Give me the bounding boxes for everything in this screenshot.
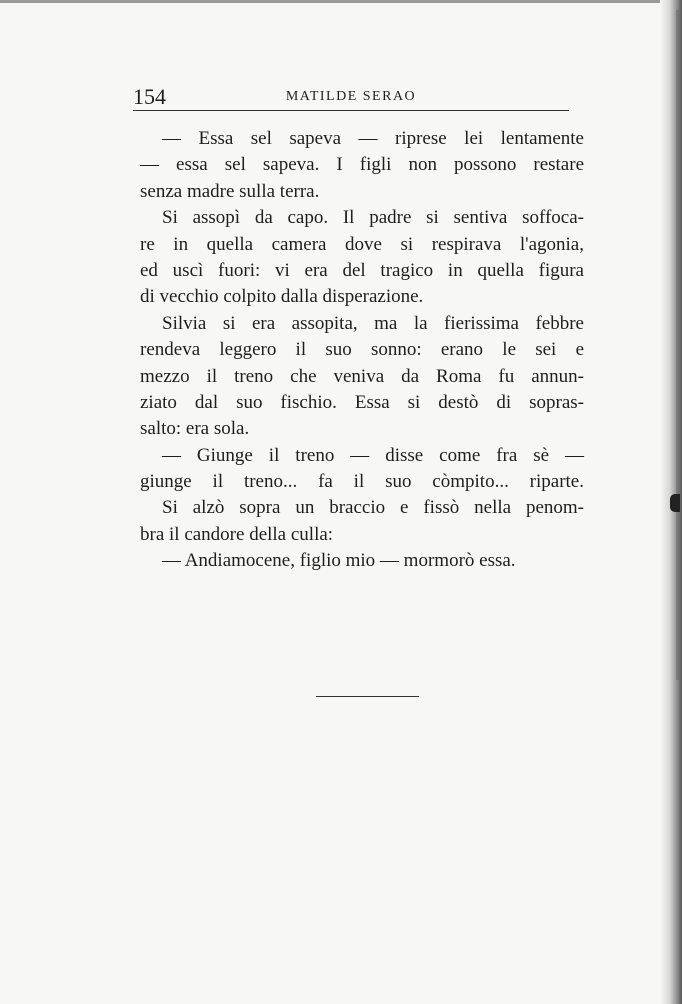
text-line: giunge il treno... fa il suo còmpito... riparte.	[140, 471, 584, 493]
page-header	[133, 84, 569, 111]
text-line: — Andiamocene, figlio mio — mormorò essa.	[162, 550, 516, 572]
text-line: senza madre sulla terra.	[140, 180, 320, 202]
text-line: bra il candore della culla:	[140, 523, 334, 545]
chapter-end-rule	[316, 696, 419, 697]
text-line: rendeva leggero il suo sonno: erano le sei e	[140, 339, 584, 361]
text-line: re in quella camera dove si respirava l'agonia,	[140, 233, 584, 255]
text-line: di vecchio colpito dalla disperazione.	[140, 286, 424, 308]
text-line: ziato dal suo fischio. Essa si destò di sopras-	[140, 391, 584, 413]
text-line: — Giunge il treno — disse come fra sè —	[162, 444, 584, 466]
text-line: salto: era sola.	[140, 418, 250, 440]
text-line: mezzo il treno che veniva da Roma fu annun-	[140, 365, 584, 387]
text-line: ed uscì fuori: vi era del tragico in quella figura	[140, 259, 584, 281]
text-line: Si alzò sopra un braccio e fissò nella penom-	[162, 497, 584, 519]
running-head: MATILDE SERAO	[285, 89, 417, 104]
text-line: Si assopì da capo. Il padre si sentiva soffoca-	[162, 207, 584, 229]
text-line: — essa sel sapeva. I figli non possono restare	[140, 154, 584, 176]
text-line: — Essa sel sapeva — riprese lei lentamente	[162, 128, 584, 149]
page-number: 154	[133, 84, 166, 109]
page-top-edge	[0, 0, 682, 3]
text-line: Silvia si era assopita, ma la fierissima febbre	[162, 312, 584, 334]
binding-mark	[670, 494, 680, 512]
body-text	[140, 126, 584, 575]
binding-edge	[676, 10, 680, 680]
